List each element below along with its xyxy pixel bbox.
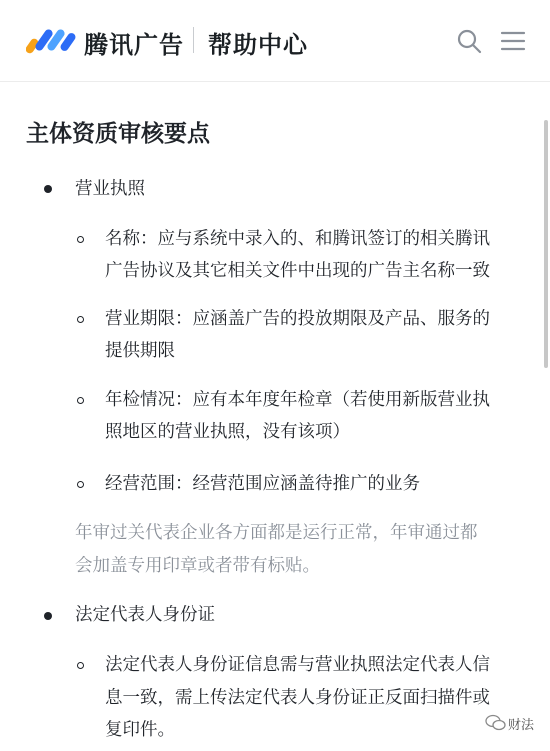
sublist-item-line: 法定代表人身份证信息需与营业执照法定代表人信	[105, 655, 490, 675]
brand-name[interactable]: 腾讯广告	[84, 31, 184, 59]
sublist-item-line: 息一致，需上传法定代表人身份证正反面扫描件或	[105, 688, 490, 708]
bullet-icon	[44, 612, 52, 620]
sublist-item-line: 年检情况：应有本年度年检章（若使用新版营业执	[105, 390, 490, 410]
sublist-item-line: 营业期限：应涵盖广告的投放期限及产品、服务的	[105, 309, 490, 329]
note-text: 会加盖专用印章或者带有标贴。	[75, 556, 320, 576]
sub-bullet-icon	[77, 662, 84, 669]
help-center-title[interactable]: 帮助中心	[208, 31, 308, 59]
menu-icon[interactable]	[500, 30, 526, 52]
sublist-item-line: 经营范围：经营范围应涵盖待推广的业务	[105, 474, 420, 494]
sub-bullet-icon	[77, 236, 84, 243]
scrollbar[interactable]	[544, 120, 548, 368]
sub-bullet-icon	[77, 397, 84, 404]
search-icon[interactable]	[456, 28, 482, 54]
list-item-label: 营业执照	[75, 179, 145, 199]
tencent-ads-logo[interactable]	[26, 24, 76, 54]
watermark-text: 财法	[508, 718, 535, 733]
sublist-item-line: 广告协议及其它相关文件中出现的广告主名称一致	[105, 261, 490, 281]
list-item-label: 法定代表人身份证	[75, 605, 215, 625]
sub-bullet-icon	[77, 481, 84, 488]
wechat-icon	[485, 714, 507, 732]
bullet-icon	[44, 185, 52, 193]
sublist-item-line: 名称：应与系统中录入的、和腾讯签订的相关腾讯	[105, 229, 490, 249]
sublist-item-line: 复印件。	[105, 720, 175, 740]
sublist-item-line: 提供期限	[105, 341, 175, 361]
page-title: 主体资质审核要点	[26, 121, 210, 147]
top-header	[0, 0, 550, 82]
header-divider	[193, 27, 194, 53]
sub-bullet-icon	[77, 316, 84, 323]
note-text: 年审过关代表企业各方面都是运行正常，年审通过都	[75, 523, 478, 543]
sublist-item-line: 照地区的营业执照，没有该项）	[105, 422, 350, 442]
